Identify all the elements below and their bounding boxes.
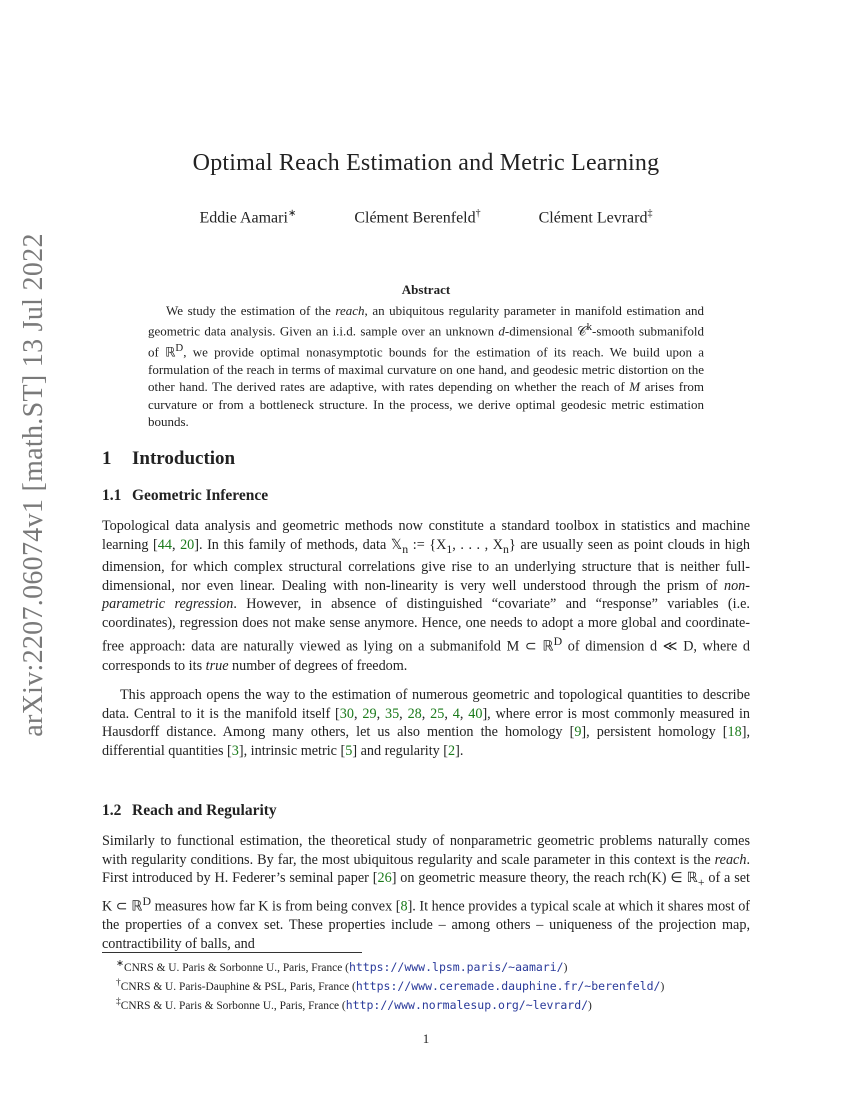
- author-name: Clément Berenfeld: [354, 209, 476, 227]
- author-1: [200, 205, 297, 228]
- citation-link[interactable]: 18: [727, 724, 742, 741]
- author-homepage-link[interactable]: http://www.normalesup.org/~levrard/: [345, 997, 589, 1012]
- citation-link[interactable]: 35: [384, 705, 400, 722]
- subsection-heading-geometric-inference: 1.1 Geometric Inference: [102, 487, 269, 504]
- citation-link[interactable]: 2: [448, 742, 456, 759]
- arxiv-identifier-stamp: [12, 233, 56, 737]
- author-list: [102, 205, 750, 228]
- citation-link[interactable]: 40: [468, 705, 483, 722]
- arxiv-identifier-text: arXiv:2207.06074v1 [math.ST] 13 Jul 2022: [18, 233, 49, 737]
- subsection-heading-reach-regularity: 1.2 Reach and Regularity: [102, 802, 277, 819]
- citation-link[interactable]: 5: [345, 742, 353, 759]
- abstract-heading: Abstract: [401, 282, 451, 297]
- citation-link[interactable]: 44: [157, 536, 172, 553]
- author-3: [539, 205, 653, 228]
- section-heading-introduction: 1 Introduction: [102, 448, 236, 469]
- citation-link[interactable]: 3: [231, 742, 239, 759]
- author-name: Eddie Aamari: [199, 209, 288, 227]
- citation-link[interactable]: 29: [362, 705, 377, 722]
- citation-link[interactable]: 4: [452, 705, 460, 722]
- footnotes: [116, 957, 750, 1014]
- citation-link[interactable]: 9: [574, 724, 582, 741]
- paper-title: Optimal Reach Estimation and Metric Learning: [192, 150, 660, 176]
- author-name: Clément Levrard: [538, 209, 648, 227]
- citation-link[interactable]: 28: [407, 705, 422, 722]
- paragraph-geometric-inference: Topological data analysis and geometric methods now constitute a standard toolbox in statistics and machine learning [44, 20]. In this family of methods, data 𝕏$_n$ := {$X_1$, . . . , $X_n$} are usually seen as point clouds in high dimension, for which complex structural correlations give rise to an underlying structure that is neither full-dimensional, nor even linear. Dealing with non-linearity is very well understood through the prism of non-parametric regression. However, in absence of distinguished “covariate” and “response” variables (i.e. coordinates), regression does not make sense anymore. Hence, one needs to adopt a more global and coordinate-free approach: data are naturally viewed as lying on a submanifold M ⊂ ℝ$^D$ of dimension d ≪ D, where d corresponds to its true number of degrees of freedom.: [102, 518, 751, 674]
- citation-link[interactable]: 20: [180, 536, 195, 553]
- author-2: [354, 205, 480, 228]
- author-mark: †: [475, 208, 481, 219]
- citation-link[interactable]: 8: [400, 898, 408, 915]
- footnote-3: ‡CNRS & U. Paris & Sorbonne U., Paris, France (http://www.normalesup.org/~levrard/): [116, 997, 592, 1012]
- citation-link[interactable]: 30: [339, 705, 354, 722]
- page-number: 1: [422, 1031, 430, 1046]
- author-homepage-link[interactable]: https://www.lpsm.paris/~aamari/: [348, 959, 564, 974]
- footnote-divider: [102, 952, 362, 953]
- author-mark: ∗: [287, 208, 297, 219]
- footnote-2: †CNRS & U. Paris-Dauphine & PSL, Paris, France (https://www.ceremade.dauphine.fr/~berenfeld/): [116, 978, 665, 993]
- author-mark: ‡: [647, 208, 653, 219]
- author-homepage-link[interactable]: https://www.ceremade.dauphine.fr/~berenfeld/: [355, 978, 661, 993]
- paragraph-reach-regularity: Similarly to functional estimation, the theoretical study of nonparametric geometric problems naturally comes with regularity conditions. By far, the most ubiquitous regularity and scale parameter in this context is the reach. First introduced by H. Federer’s seminal paper [26] on geometric measure theory, the reach rch(K) ∈ ℝ$_+$ of a set K ⊂ ℝ$^D$ measures how far K is from being convex [8]. It hence provides a typical scale at which it shares most of the properties of a convex set. These properties include – among others – uniqueness of the projection map, contractibility of balls, and: [102, 833, 751, 952]
- abstract-body: We study the estimation of the reach, an ubiquitous regularity parameter in manifold estimation and geometric data analysis. Given an i.i.d. sample over an unknown d-dimensional 𝒞$^k$-smooth submanifold of ℝ$^D$, we provide optimal nonasymptotic bounds for the estimation of its reach. We build upon a formulation of the reach in terms of maximal curvature on one hand, and geodesic metric distortion on the other hand. The derived rates are adaptive, with rates depending on whether the reach of M arises from curvature or from a bottleneck structure. In the process, we derive optimal geodesic metric estimation bounds.: [148, 303, 705, 430]
- paragraph-approach: This approach opens the way to the estimation of numerous geometric and topological quantities to describe data. Central to it is the manifold itself [30, 29, 35, 28, 25, 4, 40], where error is most commonly measured in Hausdorff distance. Among many others, let us also mention the homology [9], persistent homology [18], differential quantities [3], intrinsic metric [5] and regularity [2].: [102, 687, 751, 759]
- citation-link[interactable]: 25: [430, 705, 445, 722]
- footnote-1: ∗CNRS & U. Paris & Sorbonne U., Paris, France (https://www.lpsm.paris/~aamari/): [116, 959, 568, 974]
- citation-link[interactable]: 26: [377, 870, 392, 887]
